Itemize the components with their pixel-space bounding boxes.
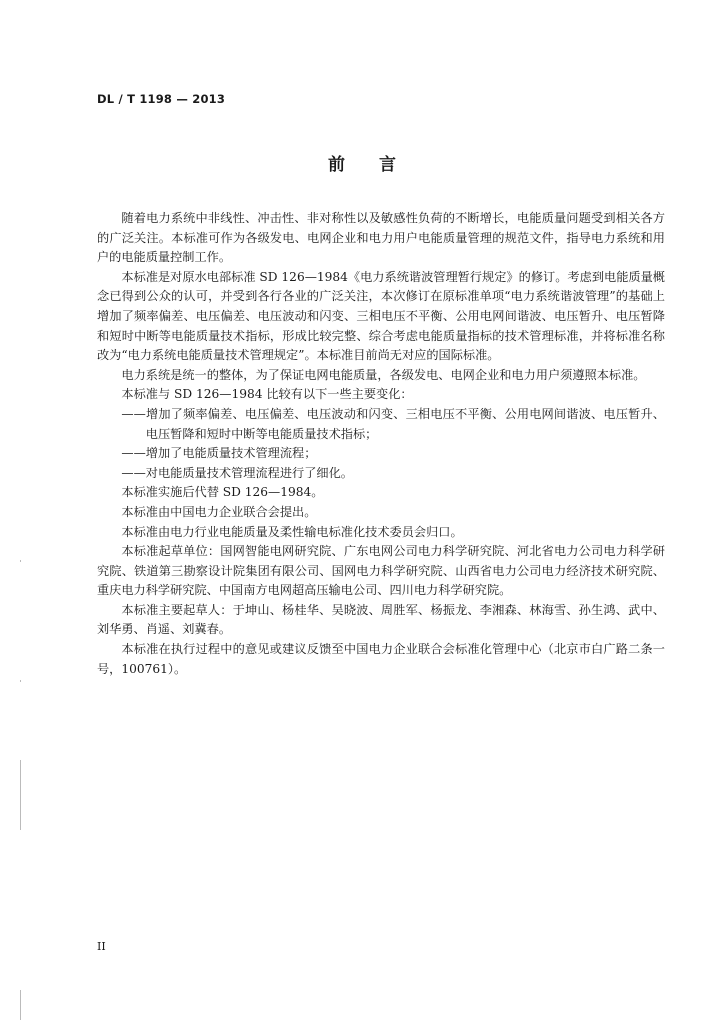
paragraph: 本标准起草单位：国网智能电网研究院、广东电网公司电力科学研究院、河北省电力公司电力科学研究院、铁道第三勘察设计院集团有限公司、国网电力科学研究院、山西省电力公司电力经济技术研究院、重庆电力科学研究院、中国南方电网超高压输电公司、四川电力科学研究院。 [97, 544, 665, 598]
page-number: II [97, 940, 106, 953]
change-list-item: ——增加了频率偏差、电压偏差、电压波动和闪变、三相电压不平衡、公用电网间谐波、电压暂升、电压暂降和短时中断等电能质量技术指标； [121, 406, 665, 441]
scan-artifact [20, 560, 21, 562]
paragraph: 本标准是对原水电部标准 SD 126—1984《电力系统谐波管理暂行规定》的修订。考虑到电能质量概念已得到公众的认可，并受到各行各业的广泛关注，本次修订在原标准单项“电力系统谐波管理”的基础上增加了频率偏差、电压偏差、电压波动和闪变、三相电压不平衡、公用电网间谐波、电压暂升、电压暂降和短时中断等电能质量技术指标，形成比较完整、综合考虑电能质量指标的技术管理标准，并将标准名称改为“电力系统电能质量技术管理规定”。本标准目前尚无对应的国际标准。 [97, 269, 665, 363]
change-list-item: ——对电能质量技术管理流程进行了细化。 [121, 465, 353, 480]
paragraph: 本标准主要起草人：于坤山、杨桂华、吴晓波、周胜军、杨振龙、李湘森、林海雪、孙生鸿、武中、刘华勇、肖遥、刘冀春。 [97, 602, 665, 637]
section-title: 前言 [328, 155, 430, 175]
paragraph: 本标准由电力行业电能质量及柔性输电标准化技术委员会归口。 [121, 524, 463, 539]
paragraph: 随着电力系统中非线性、冲击性、非对称性以及敏感性负荷的不断增长，电能质量问题受到相关各方的广泛关注。本标准可作为各级发电、电网企业和电力用户电能质量管理的规范文件，指导电力系统和用户的电能质量控制工作。 [97, 211, 665, 265]
paragraph: 本标准由中国电力企业联合会提出。 [121, 504, 317, 519]
change-list-item: ——增加了电能质量技术管理流程； [121, 446, 317, 461]
scan-artifact [20, 680, 21, 682]
document-code: DL / T 1198 — 2013 [97, 92, 226, 106]
preface-body [97, 209, 665, 679]
scan-artifact [20, 760, 21, 830]
scan-artifact [20, 990, 21, 1020]
paragraph: 本标准在执行过程中的意见或建议反馈至中国电力企业联合会标准化管理中心（北京市白广路二条一号，100761）。 [97, 642, 665, 676]
paragraph: 电力系统是统一的整体，为了保证电网电能质量，各级发电、电网企业和电力用户须遵照本标准。 [121, 367, 646, 382]
paragraph: 本标准与 SD 126—1984 比较有以下一些主要变化： [121, 387, 413, 402]
paragraph: 本标准实施后代替 SD 126—1984。 [121, 485, 324, 500]
